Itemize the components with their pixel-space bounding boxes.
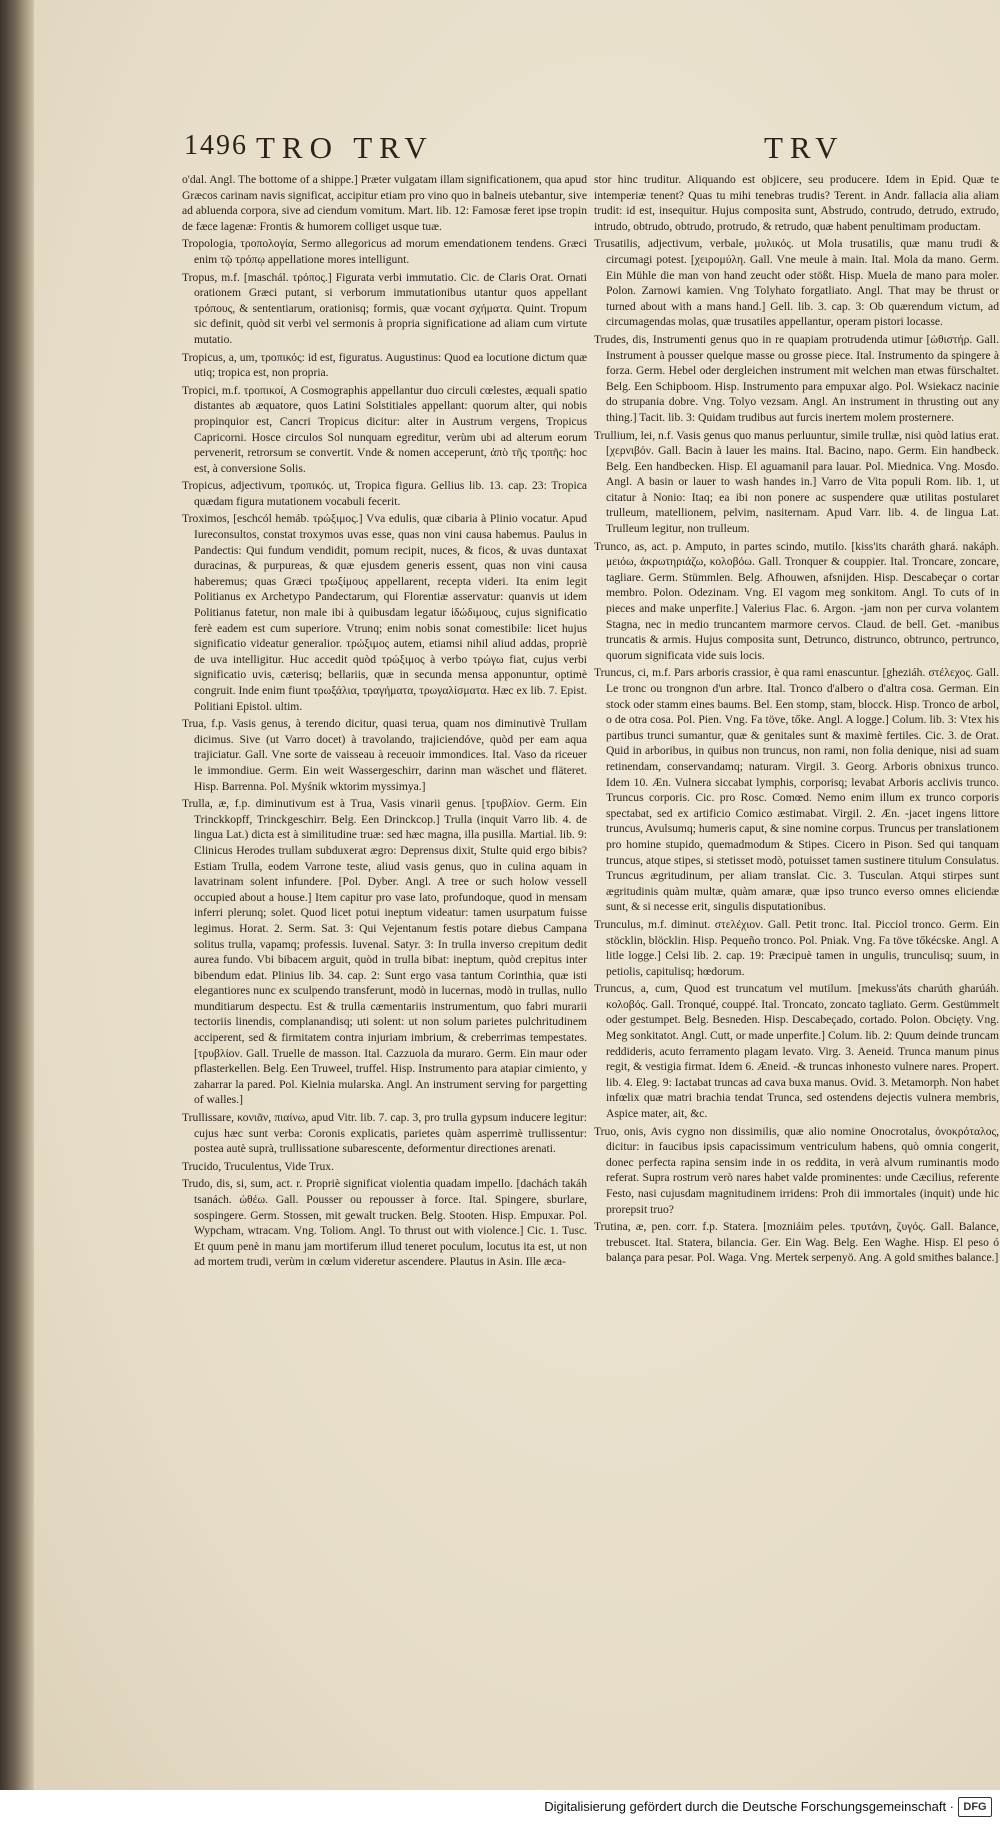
dictionary-entry: Trullium, lei, n.f. Vasis genus quo manus perluuntur, simile trullæ, nisi quòd latius erat. [χερνιβόν. Gall. Bacin à lauer les mains. Ital. Bacino, napo. Germ. Ein handbeck. Belg. Een handbecken. Hisp. El aguamanil para lauar. Pol. Miednica. Vng. Mosdo. Angl. A basin or lauer to wash handes in.] Varro de Vita populi Rom. lib. 1, ut citatur à Nonio: Itaq; ea ibi non ponere ac suspendere quæ utilitas postularet trulleum, matellionem, pelvim, nasiternam. Apud Varr. lib. 4. de lingua Lat. Trulleum legitur, non trulleum. — [594, 428, 999, 536]
book-spine — [0, 0, 34, 1825]
dictionary-entry: Trunculus, m.f. diminut. στελέχιον. Gall. Petit tronc. Ital. Picciol tronco. Germ. Ein stöcklin, blöcklin. Hisp. Pequeño tronco. Pol. Pniak. Vng. Fa töve tőkécske. Angl. A litle logge.] Celsi lib. 2. cap. 19: Præcipuè tamen in ungulis, trunculisq; suum, in petiolis, capitulisq; hœdorum. — [594, 917, 999, 978]
dictionary-entry: Trunco, as, act. p. Amputo, in partes scindo, mutilo. [kiss'its charáth ghará. nakáph. μειόω, ἀκρωτηριάζω, κολοβόω. Gall. Tronquer & couppier. Ital. Troncare, zoncare, tagliare. Germ. Stümmlen. Belg. Afhouwen, afsnijden. Hisp. Descabeçar o cortar membro. Polon. Odezinam. Vng. El vagom meg sonkitom. Angl. To cuts of in pieces and make unperfite.] Valerius Flac. 6. Argon. -jam non per curva volantem Stagna, nec in medio truncantem marmore cervos. Claud. de bell. Get. -manibus truncatis & armis. Hujus composita sunt, Detrunco, distrunco, obtrunco, pertrunco, quorum significata vide suis locis. — [594, 539, 999, 662]
dictionary-entry: Tropologia, τροπολογία, Sermo allegoricus ad morum emendationem tendens. Græci enim τῷ τρόπῳ appellatione mores intelligunt. — [182, 237, 587, 266]
dictionary-entry: Truncus, ci, m.f. Pars arboris crassior, è qua rami enascuntur. [gheziáh. στέλεχος. Gall. Le tronc ou trongnon d'un arbre. Ital. Tronco d'albero o d'altra cosa. German. Ein stock oder stamm eines baums. Bel. Een stomp, stam, blocck. Hisp. Tronco de arbol, o de otra cosa. Pol. Pien. Vng. Fa töve, tőke. Angl. A logge.] Colum. lib. 3: Vtex his partibus trunci sumantur, quæ & genitales sunt & maximè fertiles. Cic. 3. de Orat. Quid in arboribus, in quibus non truncus, non rami, non folia denique, nisi ad suam retinendam, conservandamq; naturam. Virgil. 3. Georg. Arboris obnixus trunco. Idem 10. Æn. Vulnera siccabat lymphis, corporisq; levabat Arboris acclivis trunco. Truncus corporis. Cic. pro Rosc. Comœd. Nemo enim illum ex trunco corporis spectabat, sed ex artificio Comico æstimabat. Virgil. 2. Æn. -jacet ingens littore truncus, Avulsumq; humeris caput, & sine nomine corpus. Truncus per translationem pro homine stupido, quemadmodum & Stipes. Cicero in Pison. Sed qui tanquam truncus, atque stipes, si stetisset modò, potuisset tamen sustinere titulum Consulatus. Truncus ægritudinum, per aliam translat. Cic. 3. Tusculan. Atqui stirpes sunt ægritudinis quàm multæ, quàm amaræ, quæ ipso trunco everso omnes eliciendæ sunt, & si necesse erit, singulis disputationibus. — [594, 666, 999, 914]
left-column — [182, 172, 587, 1752]
dfg-logo: DFG — [958, 1797, 992, 1817]
dictionary-entry: Truo, onis, Avis cygno non dissimilis, quæ alio nomine Onocrotalus, ὀνοκρόταλος, dicitur: in faucibus ipsis capacissimum ventriculum habens, quò omnia congerit, donec perfecta rapina sensim inde in os reddita, in verà alvum ruminantis modo referat. Supra rostrum verò nares habet valde prominentes: unde Cæcilius, referente Festo, nasi cujusdam magnitudinem irridens: Proh dii immortales (inquit) unde hic prorepsit truo? — [594, 1124, 999, 1216]
dictionary-entry: Troximos, [eschcól hemáb. τρώξιμος.] Vva edulis, quæ cibaria à Plinio vocatur. Apud Iureconsultos, constat troxymos uvas esse, quas non vini causa habemus. Paulus in Pandectis: Qui fundum vendidit, pomum recipit, nuces, & ficos, & uvas duntaxat duracinas, & purpureas, & quæ ejusdem generis essent, quas non vini causa haberemus; quas Græci τρωξίμους appellarent, recepta videri. Ita enim legit Politianus ex Archetypo Pandectarum, qui Florentiæ asservatur: quanvis ut idem Politianus fatetur, non male ibi à quibusdam legatur ἰδώδιμους, cujus significatio ferè eadem est cum superiore. Vtrunq; enim nobis sonat comestibile: licet hujus significatio videatur generalior. τρώξιμος autem, etiamsi nihil aliud addas, propriè de uva intelligitur. Huc accedit quòd τρώξιμος à verbo τρώγω fiat, cujus verbi significatio uvis, cæterisq; bellariis, quæ in secunda mensa apponuntur, optimè congruit. Inde enim fiunt τρωξάλια, τραγήματα, τρωγαλίσματα. Hæc ex lib. 7. Epist. Politiani Epistol. ultim. — [182, 512, 587, 713]
book-page — [34, 0, 1000, 1790]
page-number: 1496 — [184, 130, 248, 161]
dictionary-entry: Trusatilis, adjectivum, verbale, μυλικός. ut Mola trusatilis, quæ manu trudi & circumagi potest. [χειρομύλη. Gall. Vne meule à main. Ital. Mola da mano. Germ. Ein Mühle die man von hand zeucht oder stößt. Hisp. Muela de mano para moler. Polon. Zarnowi kamien. Vng Tolyhato forgatliato. Angl. That may be thrust or turned about with a mans hand.] Gell. lib. 3. cap. 3: Ob quærendum victum, ad circumagendas molas, quæ trusatiles appellantur, operam pistori locasse. — [594, 237, 999, 329]
digitization-credit: Digitalisierung gefördert durch die Deutsche Forschungsgemeinschaft · — [544, 1799, 954, 1814]
right-column — [594, 172, 999, 1752]
dictionary-entry: Trua, f.p. Vasis genus, à terendo dicitur, quasi terua, quam nos diminutivè Trullam dicimus. Sive (ut Varro docet) à travolando, trajiciendóve, quòd per eam aqua trajiciatur. Gall. Vne sorte de vaisseau à receuoir immondices. Ital. Vaso da riceuer le immondiue. Germ. Ein weit Wassergeschirr, darinn man wäschet und fläteret. Hisp. Barrenna. Pol. Myśnik wktorim myssimya.] — [182, 717, 587, 793]
dictionary-entry: Tropici, m.f. τροπικοί, A Cosmographis appellantur duo circuli cœlestes, æquali spatio distantes ab æquatore, quos Latini Solstitiales appellant: quorum alter, qui nobis propinquior est, Cancri Tropicus dicitur: alter in Austrum vergens, Tropicus Capricorni. Hosce circulos Sol nunquam egreditur, verùm ubi ad alterum eorum pervenerit, retrorsum se convertit. Vnde & nomen acceperunt, ἀπὸ τῆς τροπῆς: hoc est, à conversione Solis. — [182, 383, 587, 475]
dictionary-entry: o'dal. Angl. The bottome of a shippe.] Præter vulgatam illam significationem, qua apud Græcos carinam navis significat, accipitur etiam pro vino quo in balneis utebantur, sive ad abluenda corpora, sive ad ciendum vomitum. Mart. lib. 12: Famosæ feret ipse tropin de fæce lagenæ: Frontis & humorem colliget usque tuæ. — [182, 173, 587, 233]
dictionary-entry: Trudes, dis, Instrumenti genus quo in re quapiam protrudenda utimur [ὠθιστήρ. Gall. Instrument à pousser quelque masse ou grosse piece. Ital. Instrumento da spingere à forza. Germ. Hebel oder dergleichen instrument mit welchen man etwas fürschaltet. Belg. Een Schipboom. Hisp. Instrumento para empuxar algo. Pol. Wsiekacz nacinie do strupania dobre. Vng. Tolyo vezsam. Angl. An instrument in thrusting out any thing.] Tacit. lib. 3: Quidam trudibus aut furcis inertem molem prosternere. — [594, 332, 999, 424]
dictionary-entry: Tropicus, a, um, τροπικός: id est, figuratus. Augustinus: Quod ea locutione dictum quæ utiq; tropica est, non propria. — [182, 350, 587, 380]
dictionary-entry: Tropicus, adjectivum, τροπικός. ut, Tropica figura. Gellius lib. 13. cap. 23: Tropica quædam figura mutationem vocabuli fecerit. — [182, 479, 587, 508]
dictionary-entry: Truncus, a, cum, Quod est truncatum vel mutilum. [mekuss'áts charúth gharúáh. κολοβός. Gall. Tronqué, couppé. Ital. Troncato, zoncato tagliato. Germ. Gestümmelt oder gestumpet. Belg. Besneden. Hisp. Descabeçado, cortado. Polon. Obcięty. Vng. Meg sonkitatot. Angl. Cutt, or made unperfite.] Colum. lib. 2: Quum deinde truncam reddideris, acuto ferramento plagam levato. Virg. 3. Aeneid. Trunca manum pinus regit, & vestigia firmat. Idem 6. Æneid. -& truncas inhonesto vulnere nares. Propert. lib. 4. Eleg. 9: Iactabat truncas ad cava buxa manus. Ovid. 3. Metamorph. Non habet infœlix quæ matri brachia tendat Trunca, sed ostendens dejectis vulnera membris, Aspice mater, ait, &c. — [594, 982, 999, 1121]
left-running-head: TRO TRV — [256, 130, 434, 165]
right-running-head: TRV — [764, 130, 845, 165]
dictionary-entry: Trutina, æ, pen. corr. f.p. Statera. [mozniáim peles. τρυτάνη, ζυγός. Gall. Balance, trebuscet. Ital. Statera, bilancia. Ger. Ein Wag. Belg. Een Waghe. Hisp. El peso ó balança para pesar. Pol. Waga. Vng. Mertek serpenyö. Ang. A gold smithes balance.] — [594, 1220, 999, 1265]
dictionary-entry: Tropus, m.f. [maschál. τρόπος.] Figurata verbi immutatio. Cic. de Claris Orat. Ornati orationem Græci putant, si verborum immutationibus utantur quos appellant τρόπους, & sententiarum, orationisq; formis, quæ vocant σχήματα. Quint. Tropum sic definit, quòd sit verbi vel sermonis à propria significatione ad aliam cum virtute mutatio. — [182, 270, 587, 346]
dictionary-entry: Trucido, Truculentus, Vide Trux. — [182, 1159, 334, 1173]
dictionary-entry: Trudo, dis, si, sum, act. r. Propriè significat violentia quadam impello. [dachách takáh tsanách. ὠθέω. Gall. Pousser ou repousser à force. Ital. Spingere, sburlare, sospingere. Germ. Stossen, mit gewalt trucken. Belg. Stooten. Hisp. Empuxar. Pol. Wypcham, wtracam. Vng. Toliom. Angl. To thrust out with violence.] Cic. 1. Tusc. Et quum penè in manu jam mortiferum illud teneret poculum, locutus ita est, ut non ad mortem trudi, verùm in cœlum videretur ascendere. Plautus in Asin. Ille æca- — [182, 1177, 587, 1269]
dictionary-entry: stor hinc truditur. Aliquando est objicere, seu producere. Idem in Epid. Quæ te intemperiæ tenent? Quas tu mihi tenebras trudis? Terent. in Andr. fallacia alia aliam trudit: id est, insequitur. Hujus composita sunt, Abstrudo, contrudo, detrudo, extrudo, intrudo, obtrudo, obtrudo, protrudo, & retrudo, quæ habent penultimam productam. — [594, 173, 999, 233]
dictionary-entry: Trulla, æ, f.p. diminutivum est à Trua, Vasis vinarii genus. [τρυβλίον. Germ. Ein Trinckkopff, Trinckgeschirr. Belg. Een Drinckcop.] Trulla (inquit Varro lib. 4. de lingua Lat.) dicta est à similitudine truæ: sed hæc magna, illa pusilla. Martial. lib. 9: Clinicus Herodes trullam subduxerat ægro: Deprensus dixit, Stulte quid ergo bibis? Estiam Trulla, eodem Varrone teste, aliud vasis genus, quo in culina aquam in lavatrinam solent infundere. [Pol. Dyber. Angl. A tree or such holow vessell occupied about a house.] Item capitur pro vase lato, profundoque, quod in mensam inferri plerunq; solet. Quod licet potui ineptum videatur: tamen usurpatum fuisse legimus. Horat. 2. Serm. Sat. 3: Qui Vejentanum festis potare diebus Campana solitus trulla, vapamq; professis. Iuvenal. Satyr. 3: In trulla inverso crepitum dedit aurea fundo. Vbi bibacem arguit, quòd in trulla bibat: ineptum, quòd crepitus inter bibendum edat. Plinius lib. 34. cap. 2: Sunt ergo vasa tantum Corinthia, quæ isti elegantiores nunc ex sculpendo transferunt, modò in lucernas, modò in trullas, nullo munditiarum despectu. Est & trulla cæmentariis instrumentum, quo fabri murarii tectoriis linendis, complanandisq; uti solent: ut non solum parietes pulchritudinem acciperent, sed & firmitatem contra injuriam imbrium, & creberrimas tempestates. [τρυβλίον. Gall. Truelle de masson. Ital. Cazzuola da muraro. Germ. Ein maur oder pflasterkellen. Belg. Een Truweel, truffel. Hisp. Instrumento para atapiar cimiento, y zaharrar la pared. Pol. Kielnia mularska. Angl. An instrument serving for pargetting of walles.] — [182, 797, 587, 1107]
dictionary-entry: Trullissare, κονιᾶν, πιαίνω, apud Vitr. lib. 7. cap. 3, pro trulla gypsum inducere legitur: cujus hæc sunt verba: Coronis explicatis, parietes quàm asperrimè trullissentur: postea autè suprà, trullissatione subarescente, deformentur directiones arenati. — [182, 1111, 587, 1156]
running-header — [184, 130, 984, 170]
